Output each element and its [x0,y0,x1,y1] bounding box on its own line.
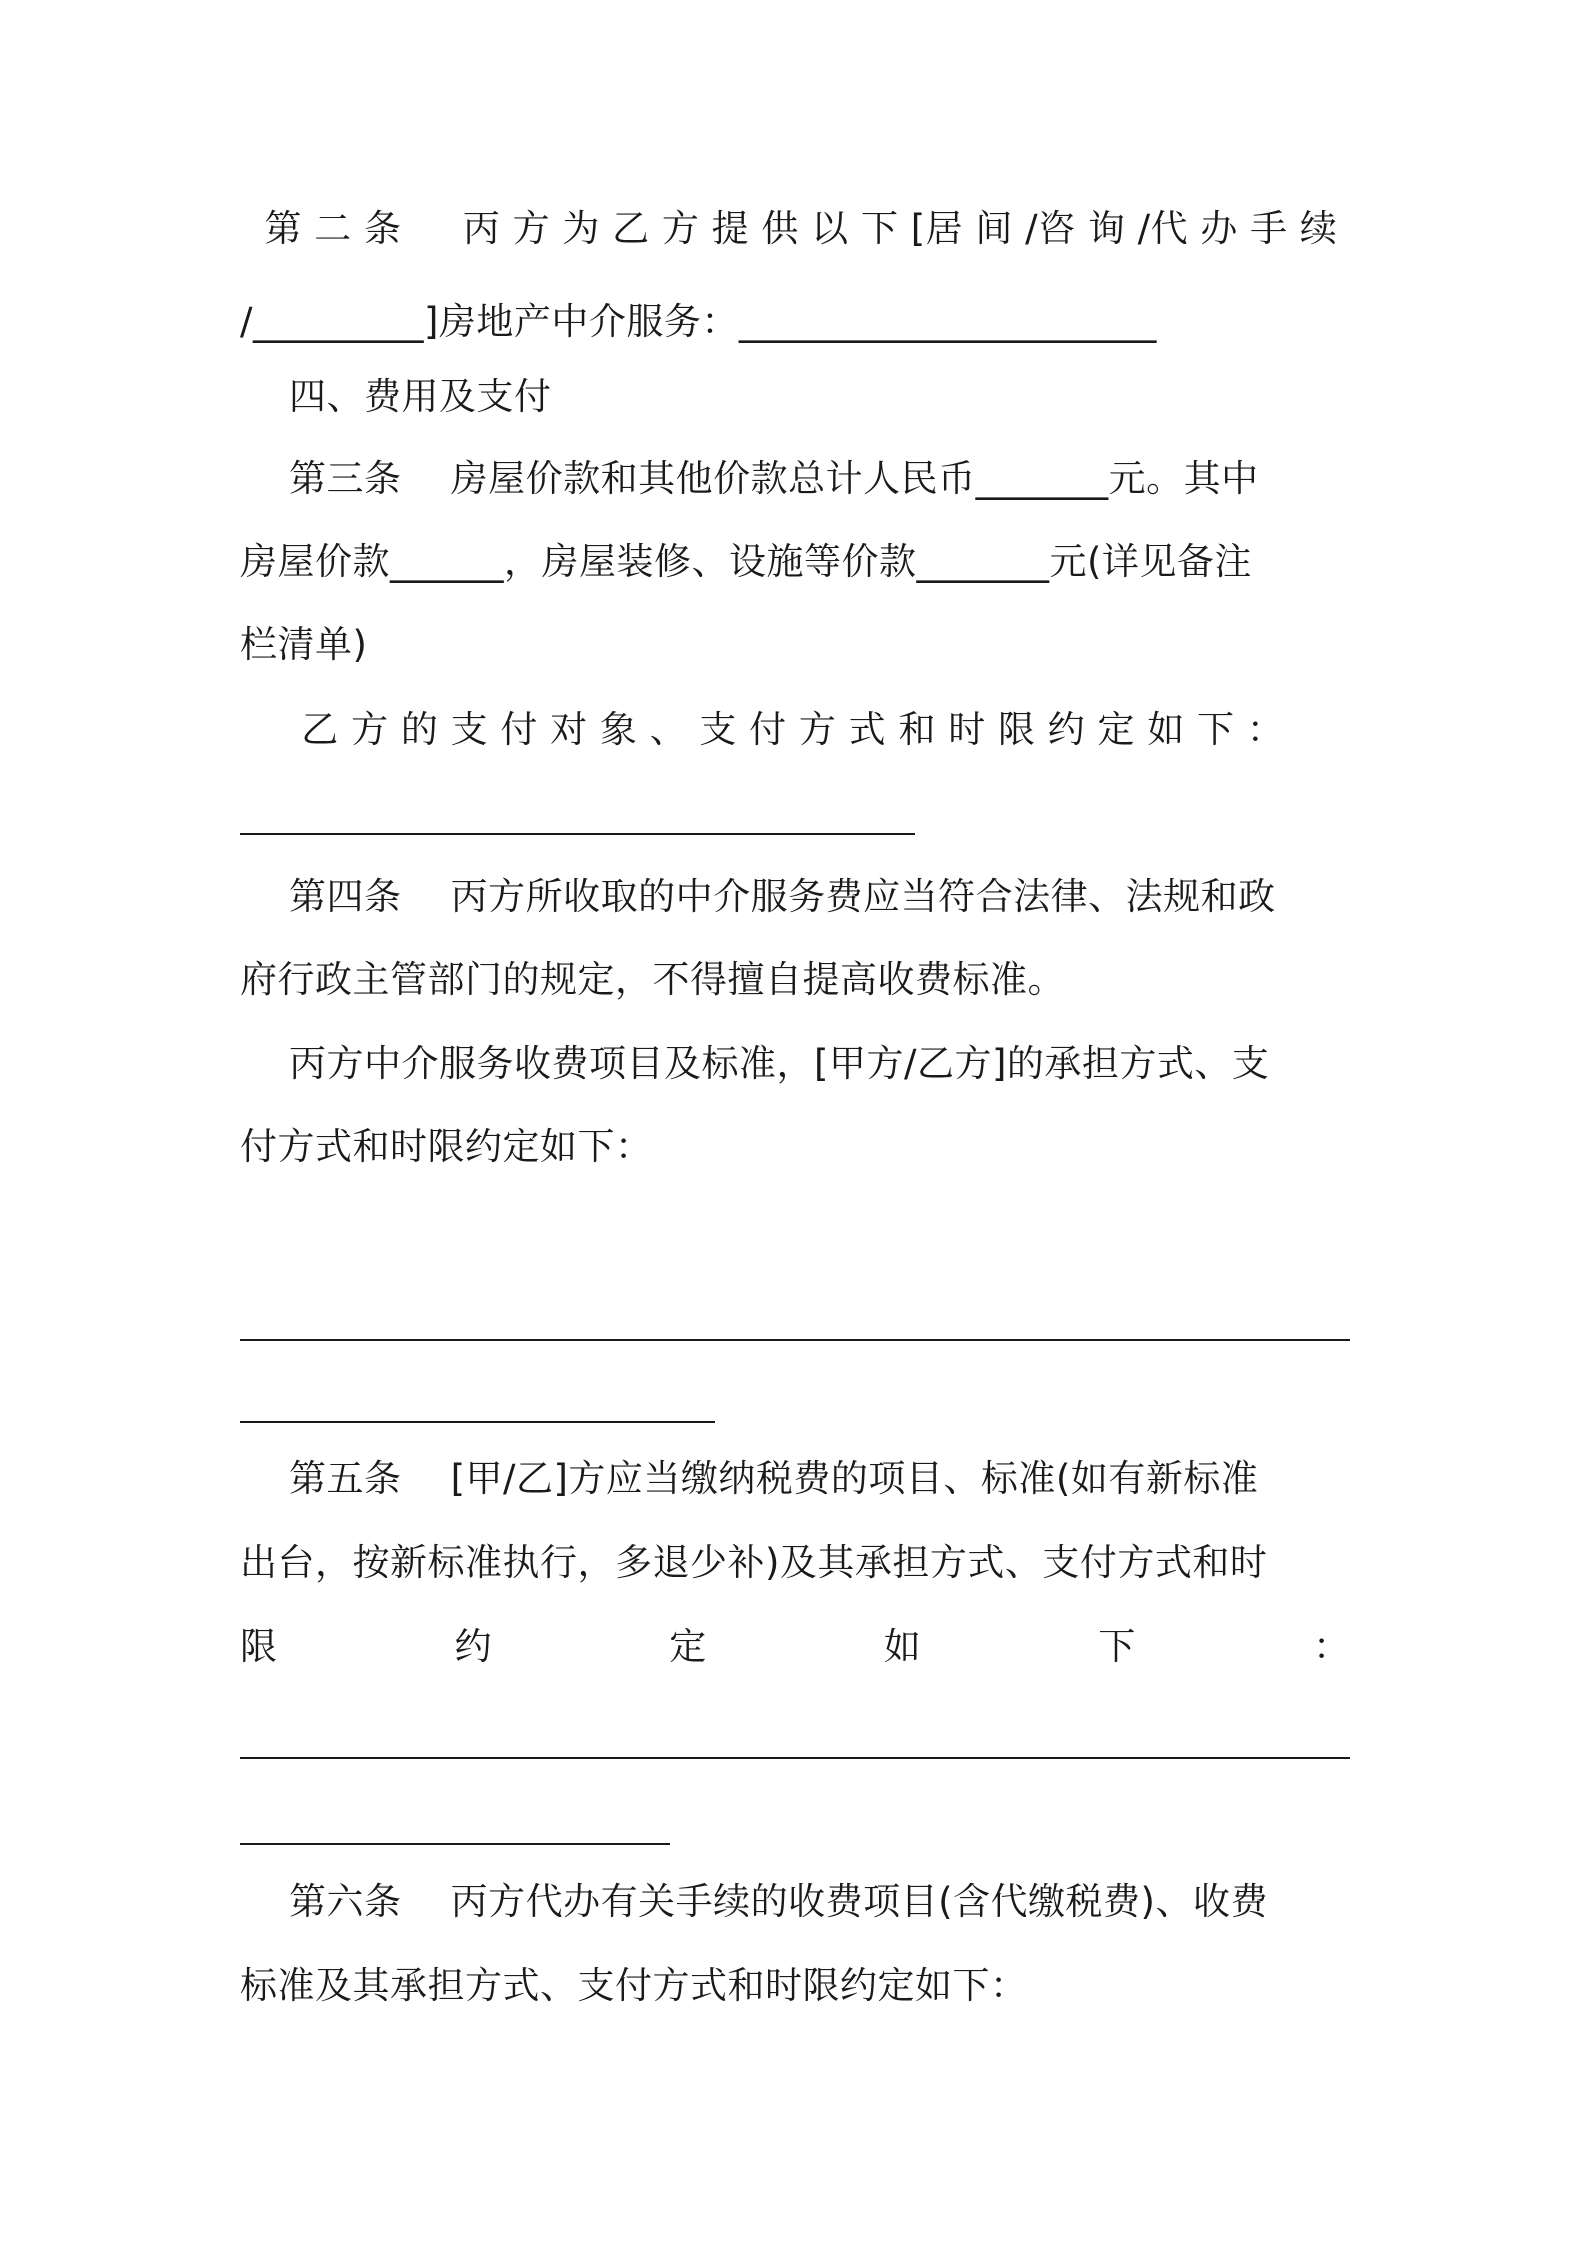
article-five-line-3 [240,1623,1350,1671]
payment-terms-line: 乙 方 的 支 付 对 象 、 支 付 方 式 和 时 限 约 定 如 下 ： [240,708,1285,751]
fill-blank-line [240,1843,670,1845]
article-five-line-1: 第五条 [甲/乙]方应当缴纳税费的项目、标准(如有新标准 [240,1457,1259,1500]
article-two-line-2: /_________]房地产中介服务：______________________ [240,300,1157,343]
spread-char: 定 [669,1625,707,1668]
service-fee-line-2: 付方式和时限约定如下： [240,1125,653,1168]
service-fee-line-1: 丙方中介服务收费项目及标准，[甲方/乙方]的承担方式、支 [240,1042,1270,1085]
spread-char: 下 [1098,1625,1136,1668]
article-four-line-1: 第四条 丙方所收取的中介服务费应当符合法律、法规和政 [240,875,1276,918]
fill-blank-line [240,833,915,835]
section-heading-fees: 四、费用及支付 [240,375,552,418]
article-three-line-2: 房屋价款______，房屋装修、设施等价款_______元(详见备注 [240,540,1252,583]
spread-char: 限 [240,1625,277,1668]
article-six-line-1: 第六条 丙方代办有关手续的收费项目(含代缴税费)、收费 [240,1880,1268,1923]
article-three-line-1: 第三条 房屋价款和其他价款总计人民币_______元。其中 [240,457,1259,500]
article-five-line-2: 出台，按新标准执行，多退少补)及其承担方式、支付方式和时 [240,1541,1268,1584]
fill-blank-line [240,1757,1350,1759]
article-two-line-1: 第 二 条 丙 方 为 乙 方 提 供 以 下 [居 间 /咨 询 /代 办 手 续 [240,207,1338,250]
spread-char: 约 [454,1625,492,1668]
article-six-line-2: 标准及其承担方式、支付方式和时限约定如下： [240,1964,1028,2007]
article-four-line-2: 府行政主管部门的规定，不得擅自提高收费标准。 [240,958,1065,1001]
fill-blank-line [240,1421,715,1423]
spread-char: 如 [883,1625,921,1668]
spread-char: ： [1312,1625,1350,1668]
article-three-line-3: 栏清单) [240,623,368,666]
fill-blank-line [240,1339,1350,1341]
